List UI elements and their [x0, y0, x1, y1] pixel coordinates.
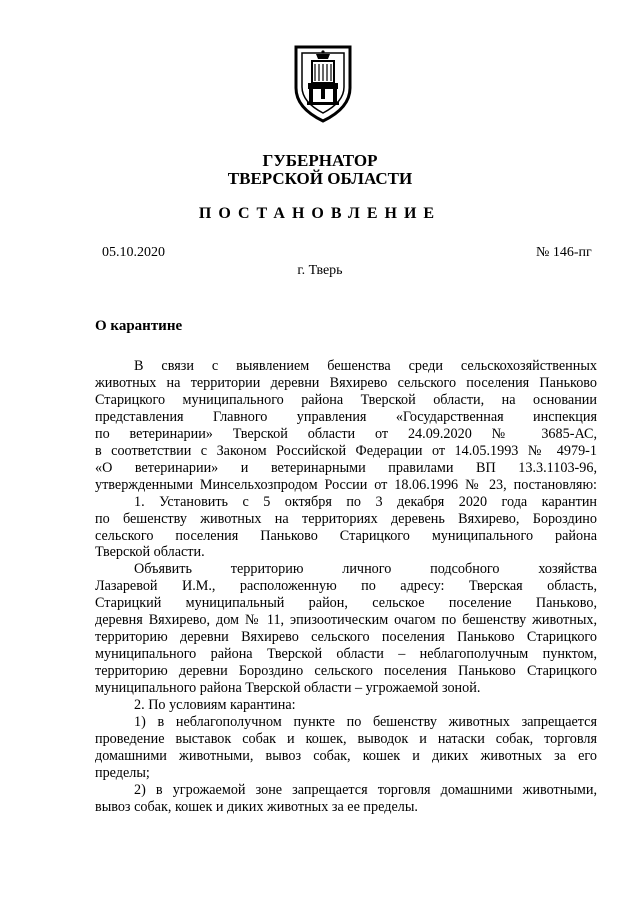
body-line: утвержденными Минсельхозпродом России от 18.06.1996 № 23, постановляю:: [95, 476, 597, 493]
body-line: сельского поселения Паньково Старицкого муниципального района: [95, 527, 597, 544]
document-number: № 146-пг: [536, 245, 592, 260]
document-date: 05.10.2020: [102, 245, 165, 260]
body-line: 1) в неблагополучном пункте по бешенству животных запрещается: [134, 714, 597, 731]
body-line: Старицкого муниципального района Тверской области, на основании: [95, 391, 597, 408]
body-line: Лазаревой И.М., расположенную по адресу: Тверская область,: [95, 578, 597, 595]
body-line: деревня Вяхирево, дом № 11, эпизоотическим очагом по бешенству животных,: [95, 612, 597, 629]
body-line: по бешенству животных на территориях деревень Вяхирево, Бороздино: [95, 510, 597, 527]
body-line: территорию деревни Бороздино сельского поселения Паньково Старицкого: [95, 663, 597, 680]
body-line: муниципального района Тверской области – неблагополучным пунктом,: [95, 646, 597, 663]
body-line: животных на территории деревни Вяхирево сельского поселения Паньково: [95, 374, 597, 391]
body-line: Объявить территорию личного подсобного хозяйства: [134, 561, 597, 578]
document-subject: О карантине: [95, 318, 183, 334]
body-line: пределы;: [95, 764, 150, 781]
document-city: г. Тверь: [297, 263, 343, 278]
body-line: 2. По условиям карантина:: [134, 697, 296, 714]
authority-line-1: ГУБЕРНАТОР: [262, 151, 378, 170]
body-line: в соответствии с Законом Российской Федерации от 14.05.1993 № 4979-1: [95, 442, 597, 459]
body-line: по ветеринарии» Тверской области от 24.09.2020 № 3685-АС,: [95, 425, 597, 442]
authority-line-2: ТВЕРСКОЙ ОБЛАСТИ: [227, 169, 413, 188]
body-line: территорию деревни Вяхирево сельского поселения Паньково Старицкого: [95, 629, 597, 646]
body-line: «О ветеринарии» и ветеринарными правилами ВП 13.3.1103-96,: [95, 459, 597, 476]
body-line: 1. Установить с 5 октября по 3 декабря 2020 года карантин: [134, 493, 597, 510]
body-line: 2) в угрожаемой зоне запрещается торговля домашними животными,: [134, 781, 597, 798]
document-type-title: ПОСТАНОВЛЕНИЕ: [198, 205, 442, 222]
body-line: В связи с выявлением бешенства среди сельскохозяйственных: [134, 358, 597, 374]
body-line: вывоз собак, кошек и диких животных за ее пределы.: [95, 798, 418, 815]
body-line: проведение выставок собак и кошек, выводок и натаски собак, торговля: [95, 730, 597, 747]
document-body: [95, 358, 597, 816]
body-line: муниципального района Тверской области – угрожаемой зоной.: [95, 680, 481, 697]
body-line: представления Главного управления «Государственная инспекция: [95, 408, 597, 425]
body-line: Старицкий муниципальный район, сельское поселение Паньково,: [95, 595, 597, 612]
body-line: домашними животными, вывоз собак, кошек и диких животных за его: [95, 747, 597, 764]
body-line: Тверской области.: [95, 544, 205, 561]
coat-of-arms-emblem: [290, 44, 356, 124]
